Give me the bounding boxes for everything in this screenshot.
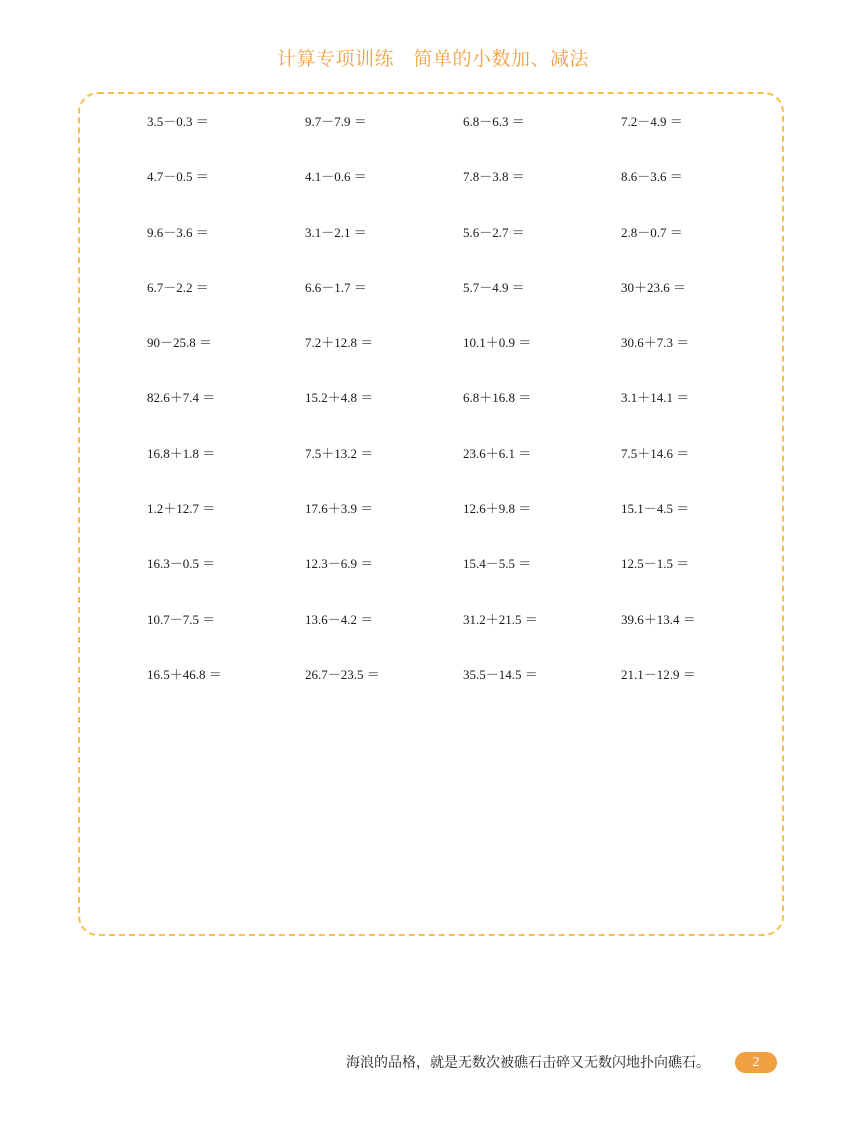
problem-item: 6.8－6.3 ＝ bbox=[463, 114, 525, 129]
problem-row bbox=[147, 444, 777, 499]
problem-item: 5.6－2.7 ＝ bbox=[463, 224, 525, 240]
problem-item: 16.3－0.5 ＝ bbox=[147, 556, 216, 572]
problem-item: 6.7－2.2 ＝ bbox=[147, 279, 209, 295]
problem-item: 30.6＋7.3 ＝ bbox=[621, 335, 690, 351]
problem-row bbox=[147, 499, 777, 554]
problem-item: 6.8＋16.8 ＝ bbox=[463, 390, 532, 406]
page-title: 计算专项训练 简单的小数加、减法 bbox=[276, 48, 589, 70]
problem-item: 2.8－0.7 ＝ bbox=[621, 224, 683, 240]
problem-item: 17.6＋3.9 ＝ bbox=[305, 501, 374, 517]
problem-item: 5.7－4.9 ＝ bbox=[463, 279, 525, 295]
problem-item: 12.3－6.9 ＝ bbox=[305, 556, 374, 572]
problem-item: 9.7－7.9 ＝ bbox=[305, 114, 367, 129]
problem-item: 30＋23.6 ＝ bbox=[621, 279, 687, 295]
problem-item: 26.7－23.5 ＝ bbox=[305, 666, 380, 682]
problem-item: 15.4－5.5 ＝ bbox=[463, 556, 532, 572]
problem-row bbox=[147, 333, 777, 388]
problem-item: 7.8－3.8 ＝ bbox=[463, 169, 525, 185]
problem-item: 10.7－7.5 ＝ bbox=[147, 611, 216, 627]
problem-row bbox=[147, 665, 777, 720]
problem-row bbox=[147, 223, 777, 278]
problem-item: 4.1－0.6 ＝ bbox=[305, 169, 367, 185]
problem-item: 3.1＋14.1 ＝ bbox=[621, 390, 690, 406]
problem-item: 16.5＋46.8 ＝ bbox=[147, 666, 222, 682]
problem-item: 12.5－1.5 ＝ bbox=[621, 556, 690, 572]
problem-item: 31.2＋21.5 ＝ bbox=[463, 611, 538, 627]
problem-item: 23.6＋6.1 ＝ bbox=[463, 445, 532, 461]
problem-row bbox=[147, 554, 777, 609]
problem-item: 7.2－4.9 ＝ bbox=[621, 114, 683, 129]
problem-grid bbox=[147, 112, 777, 720]
problem-row bbox=[147, 112, 777, 167]
problem-item: 8.6－3.6 ＝ bbox=[621, 169, 683, 185]
problem-item: 82.6＋7.4 ＝ bbox=[147, 390, 216, 406]
problem-item: 90－25.8 ＝ bbox=[147, 335, 213, 351]
problem-item: 4.7－0.5 ＝ bbox=[147, 169, 209, 185]
problem-item: 16.8＋1.8 ＝ bbox=[147, 445, 216, 461]
problem-item: 12.6＋9.8 ＝ bbox=[463, 501, 532, 517]
problem-row bbox=[147, 610, 777, 665]
problem-item: 6.6－1.7 ＝ bbox=[305, 279, 367, 295]
page-number-badge: 2 bbox=[735, 1052, 777, 1073]
problem-item: 7.5＋13.2 ＝ bbox=[305, 445, 374, 461]
problem-item: 7.2＋12.8 ＝ bbox=[305, 335, 374, 351]
problem-row bbox=[147, 167, 777, 222]
problem-item: 13.6－4.2 ＝ bbox=[305, 611, 374, 627]
problem-row bbox=[147, 278, 777, 333]
problem-item: 15.1－4.5 ＝ bbox=[621, 501, 690, 517]
problem-item: 35.5－14.5 ＝ bbox=[463, 666, 538, 682]
problem-item: 10.1＋0.9 ＝ bbox=[463, 335, 532, 351]
problem-item: 9.6－3.6 ＝ bbox=[147, 224, 209, 240]
footer bbox=[0, 1052, 866, 1074]
footer-quote: 海浪的品格，就是无数次被礁石击碎又无数闪地扑向礁石。 bbox=[346, 1055, 710, 1071]
problem-item: 7.5＋14.6 ＝ bbox=[621, 445, 690, 461]
problem-row bbox=[147, 388, 777, 443]
problem-item: 1.2＋12.7 ＝ bbox=[147, 501, 216, 517]
problem-item: 3.5－0.3 ＝ bbox=[147, 114, 209, 129]
problem-item: 21.1－12.9 ＝ bbox=[621, 666, 696, 682]
problem-item: 15.2＋4.8 ＝ bbox=[305, 390, 374, 406]
problem-item: 3.1－2.1 ＝ bbox=[305, 224, 367, 240]
problem-item: 39.6＋13.4 ＝ bbox=[621, 611, 696, 627]
